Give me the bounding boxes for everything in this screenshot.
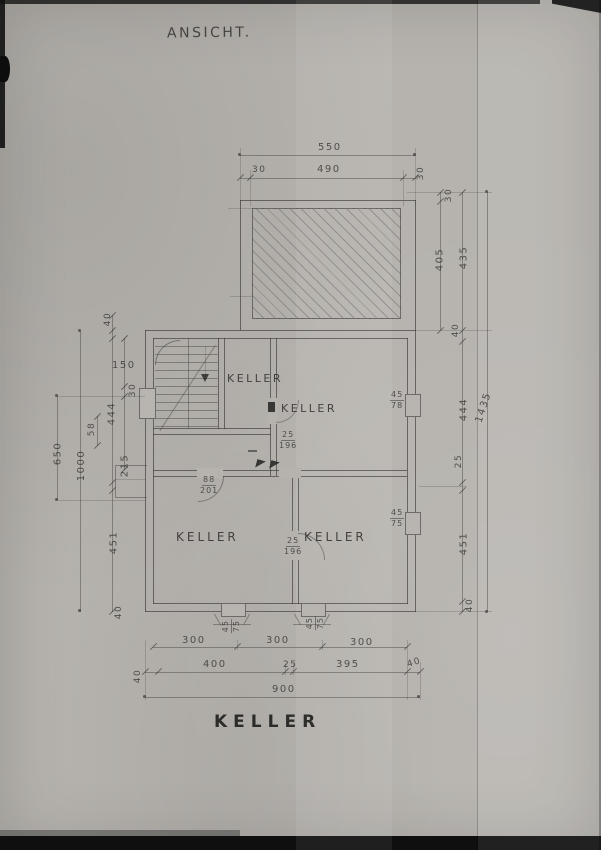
window-size-label [305,616,325,630]
extension-line [322,640,323,650]
extension-line [240,148,241,206]
window-symbol [405,512,421,535]
dimension-label: 1000 [76,449,88,482]
window-size-height: 75 [231,620,241,633]
window-symbol [221,603,246,617]
extension-line [420,662,421,700]
dimension-label: 435 [458,245,470,270]
wall-stub [230,296,252,297]
dimension-label: 40 [114,604,125,620]
window-size-height: 75 [315,617,325,630]
dimension-label: 40 [103,311,114,327]
dimension-label: 444 [458,397,470,422]
paper-fold-light [478,0,601,850]
wall-stub [228,208,252,209]
dimension-label: 30 [252,165,267,175]
stair-tread [155,370,218,371]
dimension-label: 550 [318,142,342,153]
window-size-label [390,508,404,528]
light-well-line [116,479,146,480]
dimension-label: 30 [416,165,427,181]
dimension-label: 300 [266,635,290,646]
dimension-label: 1435 [473,390,494,425]
door-size-label [200,475,218,495]
dimension-label: 395 [336,659,360,670]
stair-tread [155,394,218,395]
dimension-tick [94,442,101,449]
door-size-label [279,430,297,450]
door-size-width: 25 [287,536,300,545]
room-label: KELLER [304,530,367,544]
dimension-label: 58 [87,421,98,437]
room-label: KELLER [281,402,338,415]
dimension-label: 451 [108,530,120,555]
dimension-label: 405 [434,247,446,272]
room-label: KELLER [176,530,239,544]
window-size-width: 45 [391,508,404,517]
door-size-height: 196 [279,440,298,450]
extension-line [57,500,145,501]
dimension-label: 30 [128,382,139,398]
plan-caption: KELLER [214,712,322,732]
dimension-label: 40 [465,597,476,613]
window-symbol [405,394,421,417]
dimension-label: 490 [317,164,341,175]
door-opening [279,468,301,478]
wall-segment [145,330,416,331]
window-size-height: 75 [391,518,404,528]
door-size-height: 196 [284,546,303,556]
wall-segment [153,338,154,604]
wall-segment [218,338,219,429]
wall-segment [153,603,408,604]
hatched-area [252,208,401,319]
dimension-label: 451 [458,531,470,556]
door-size-width: 88 [203,475,216,484]
wall-segment [240,200,241,330]
dimension-line [124,338,125,470]
scan-edge-top [0,0,540,4]
wall-segment [407,338,408,604]
dimension-label: 30 [444,187,455,203]
dimension-label: 215 [119,453,131,478]
extension-line [145,640,146,700]
extension-line [407,640,408,700]
dimension-label: 40 [405,656,423,670]
door-leaf-mark [268,402,275,412]
window-size-label [390,390,404,410]
stair-direction-arrow [201,374,209,382]
door-leaf-mark [255,459,266,470]
stair-curved-wall [155,340,180,365]
wall-segment [224,338,225,429]
wall-segment [145,611,416,612]
extension-line [415,611,492,612]
dimension-line [240,178,416,179]
window-size-width: 45 [305,617,314,630]
window-symbol [301,603,326,617]
dimension-label: 150 [112,360,136,371]
door-size-label [284,536,302,556]
extension-line [419,486,467,487]
wall-segment [240,200,416,201]
dimension-label: 40 [451,322,462,338]
window-size-width: 45 [391,390,404,399]
dimension-line [145,697,420,698]
stair-tread [155,426,218,427]
wall-segment [153,338,408,339]
dimension-label: 900 [272,684,296,695]
window-size-height: 78 [391,400,404,410]
dimension-label: 300 [182,635,206,646]
dimension-label: 650 [52,441,64,466]
stair-tread [155,418,218,419]
wall-segment [415,330,416,612]
dimension-line [240,155,416,156]
room-label: KELLER [227,372,284,385]
wall-segment [153,434,271,435]
dimension-label: 300 [350,637,374,648]
wall-segment [153,428,271,429]
dimension-label: 444 [106,401,118,426]
window-size-label [221,619,241,633]
dimension-dot [78,329,81,332]
wall-segment [415,200,416,330]
stair-tread [155,402,218,403]
stair-tread [155,410,218,411]
extension-line [250,170,251,206]
dimension-dot [78,609,81,612]
sheet-title: ANSICHT. [166,24,252,42]
scan-edge-bottom-shadow [0,830,240,838]
stair-walk-line [205,346,206,376]
extension-line [237,640,238,650]
dimension-label: 40 [133,668,144,684]
scan-blob-left [0,56,10,82]
dimension-label: 25 [454,453,465,469]
dimension-label: 25 [283,660,298,670]
dimension-label: 400 [203,659,227,670]
threshold-mark [248,450,257,452]
window-symbol [139,388,156,419]
extension-line [403,170,404,206]
window-size-width: 45 [221,620,230,633]
door-size-height: 201 [200,485,219,495]
door-size-width: 25 [282,430,295,439]
